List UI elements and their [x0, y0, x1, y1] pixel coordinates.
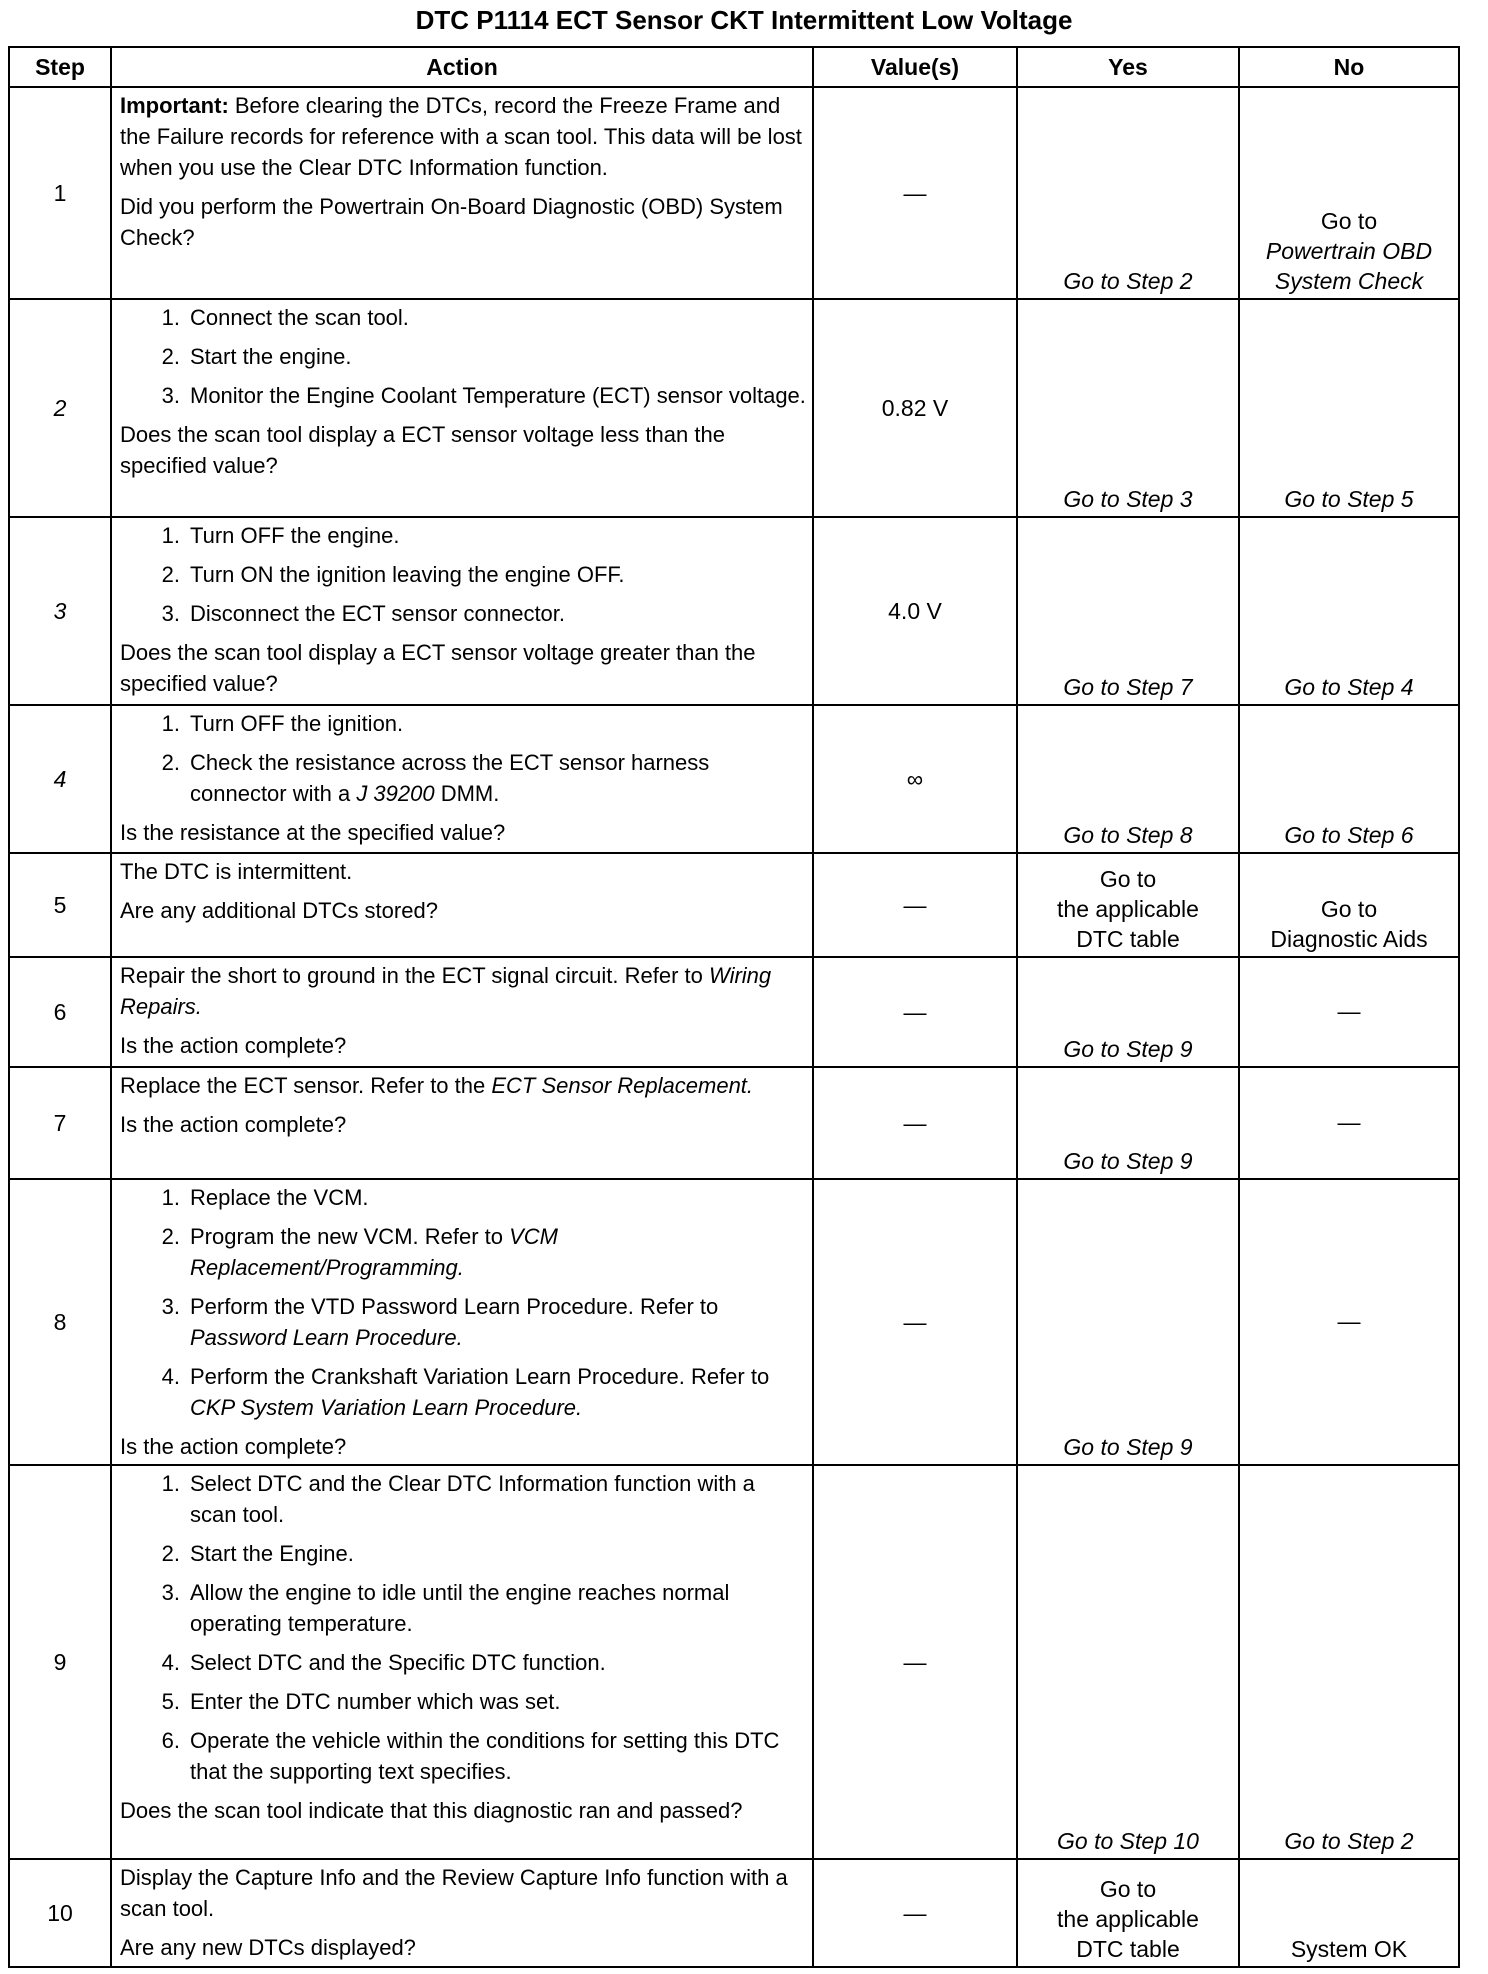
yes-cell: Go to the applicable DTC table [1017, 853, 1239, 957]
value-cell: — [813, 853, 1017, 957]
yes-cell: Go to Step 2 [1017, 87, 1239, 299]
header-step: Step [9, 47, 111, 87]
question-text: Is the action complete? [120, 1434, 347, 1459]
question-text: Is the action complete? [120, 1112, 347, 1137]
action-cell [111, 1465, 813, 1859]
list-item: 1. Turn OFF the ignition. [161, 711, 404, 736]
table-row [9, 87, 1459, 299]
list-item: 4. Perform the Crankshaft Variation Learn Procedure. Refer to CKP System Variation Learn Procedure. [161, 1364, 770, 1420]
table-row [9, 853, 1459, 957]
step-number: 3 [9, 517, 111, 705]
no-cell: — [1239, 1067, 1459, 1179]
list-item: 2. Start the engine. [161, 344, 352, 369]
no-cell: Go to Step 5 [1239, 299, 1459, 517]
header-row [9, 47, 1459, 87]
value-cell: — [813, 1067, 1017, 1179]
list-item: 3. Disconnect the ECT sensor connector. [161, 601, 566, 626]
list-item: 4. Select DTC and the Specific DTC function. [161, 1650, 606, 1675]
header-values: Value(s) [813, 47, 1017, 87]
value-cell: ∞ [813, 705, 1017, 853]
yes-cell: Go to Step 9 [1017, 1067, 1239, 1179]
no-cell: Go to Step 6 [1239, 705, 1459, 853]
yes-cell: Go to Step 8 [1017, 705, 1239, 853]
list-item: 2. Start the Engine. [161, 1541, 354, 1566]
action-text: Display the Capture Info and the Review Capture Info function with a scan tool. [120, 1865, 788, 1921]
question-text: Is the resistance at the specified value? [120, 820, 506, 845]
list-item: 1. Select DTC and the Clear DTC Information function with a scan tool. [161, 1471, 755, 1527]
value-cell: 0.82 V [813, 299, 1017, 517]
action-cell [111, 299, 813, 517]
question-text: Does the scan tool indicate that this diagnostic ran and passed? [120, 1798, 743, 1823]
yes-cell: Go to the applicable DTC table [1017, 1859, 1239, 1967]
value-cell: — [813, 1465, 1017, 1859]
header-action: Action [111, 47, 813, 87]
step-number: 8 [9, 1179, 111, 1465]
table-row [9, 1859, 1459, 1967]
value-cell: — [813, 957, 1017, 1067]
no-cell: Go to Step 4 [1239, 517, 1459, 705]
step-number: 6 [9, 957, 111, 1067]
list-item: 3. Monitor the Engine Coolant Temperature (ECT) sensor voltage. [161, 383, 806, 408]
question-text: Are any new DTCs displayed? [120, 1935, 416, 1960]
page-title: DTC P1114 ECT Sensor CKT Intermittent Low Voltage [415, 5, 1073, 35]
action-text: The DTC is intermittent. [120, 859, 353, 884]
no-cell: Go to Step 2 [1239, 1465, 1459, 1859]
list-item: 2. Check the resistance across the ECT sensor harness connector with a J 39200 DMM. [161, 750, 710, 806]
step-number: 4 [9, 705, 111, 853]
procedure-list [120, 708, 806, 809]
table-row [9, 957, 1459, 1067]
action-text: Replace the ECT sensor. Refer to the ECT Sensor Replacement. [120, 1073, 754, 1098]
yes-cell: Go to Step 9 [1017, 957, 1239, 1067]
no-cell: Go to Diagnostic Aids [1239, 853, 1459, 957]
yes-cell: Go to Step 7 [1017, 517, 1239, 705]
no-cell: — [1239, 1179, 1459, 1465]
action-cell [111, 705, 813, 853]
action-cell [111, 853, 813, 957]
action-text: Repair the short to ground in the ECT signal circuit. Refer to Wiring Repairs. [120, 963, 772, 1019]
action-cell [111, 1067, 813, 1179]
list-item: 6. Operate the vehicle within the conditions for setting this DTC that the supporting text specifies. [161, 1728, 780, 1784]
table-row [9, 1067, 1459, 1179]
step-number: 5 [9, 853, 111, 957]
table-row [9, 299, 1459, 517]
header-yes: Yes [1017, 47, 1239, 87]
list-item: 2. Turn ON the ignition leaving the engine OFF. [161, 562, 625, 587]
list-item: 3. Allow the engine to idle until the engine reaches normal operating temperature. [161, 1580, 730, 1636]
no-cell: System OK [1239, 1859, 1459, 1967]
table-row [9, 1465, 1459, 1859]
value-cell: — [813, 87, 1017, 299]
value-cell: — [813, 1179, 1017, 1465]
yes-cell: Go to Step 9 [1017, 1179, 1239, 1465]
no-cell: Go to Powertrain OBD System Check [1239, 87, 1459, 299]
table-row [9, 1179, 1459, 1465]
list-item: 1. Connect the scan tool. [161, 305, 409, 330]
step-number: 7 [9, 1067, 111, 1179]
action-cell [111, 957, 813, 1067]
question-text: Does the scan tool display a ECT sensor voltage less than the specified value? [120, 422, 725, 478]
question-text: Does the scan tool display a ECT sensor voltage greater than the specified value? [120, 640, 756, 696]
action-cell [111, 1859, 813, 1967]
step-number: 2 [9, 299, 111, 517]
list-item: 2. Program the new VCM. Refer to VCM Replacement/Programming. [161, 1224, 559, 1280]
no-cell: — [1239, 957, 1459, 1067]
procedure-list [120, 302, 806, 411]
procedure-list [120, 1468, 806, 1787]
list-item: 1. Replace the VCM. [161, 1185, 369, 1210]
action-cell [111, 87, 813, 299]
action-cell [111, 1179, 813, 1465]
important-text: Before clearing the DTCs, record the Freeze Frame and the Failure records for reference with a scan tool. This data will be lost when you use the Clear DTC Information function. [120, 93, 802, 180]
list-item: 1. Turn OFF the engine. [161, 523, 400, 548]
procedure-list [120, 520, 806, 629]
action-cell [111, 517, 813, 705]
important-label: Important: [120, 93, 229, 118]
table-row [9, 517, 1459, 705]
question-text: Did you perform the Powertrain On-Board Diagnostic (OBD) System Check? [120, 194, 783, 250]
value-cell: — [813, 1859, 1017, 1967]
question-text: Is the action complete? [120, 1033, 347, 1058]
yes-cell: Go to Step 3 [1017, 299, 1239, 517]
value-cell: 4.0 V [813, 517, 1017, 705]
step-number: 10 [9, 1859, 111, 1967]
step-number: 1 [9, 87, 111, 299]
procedure-list [120, 1182, 806, 1423]
question-text: Are any additional DTCs stored? [120, 898, 438, 923]
table-row [9, 705, 1459, 853]
header-no: No [1239, 47, 1459, 87]
list-item: 3. Perform the VTD Password Learn Procedure. Refer to Password Learn Procedure. [161, 1294, 719, 1350]
step-number: 9 [9, 1465, 111, 1859]
list-item: 5. Enter the DTC number which was set. [161, 1689, 561, 1714]
yes-cell: Go to Step 10 [1017, 1465, 1239, 1859]
diagnostic-table [8, 46, 1460, 1968]
